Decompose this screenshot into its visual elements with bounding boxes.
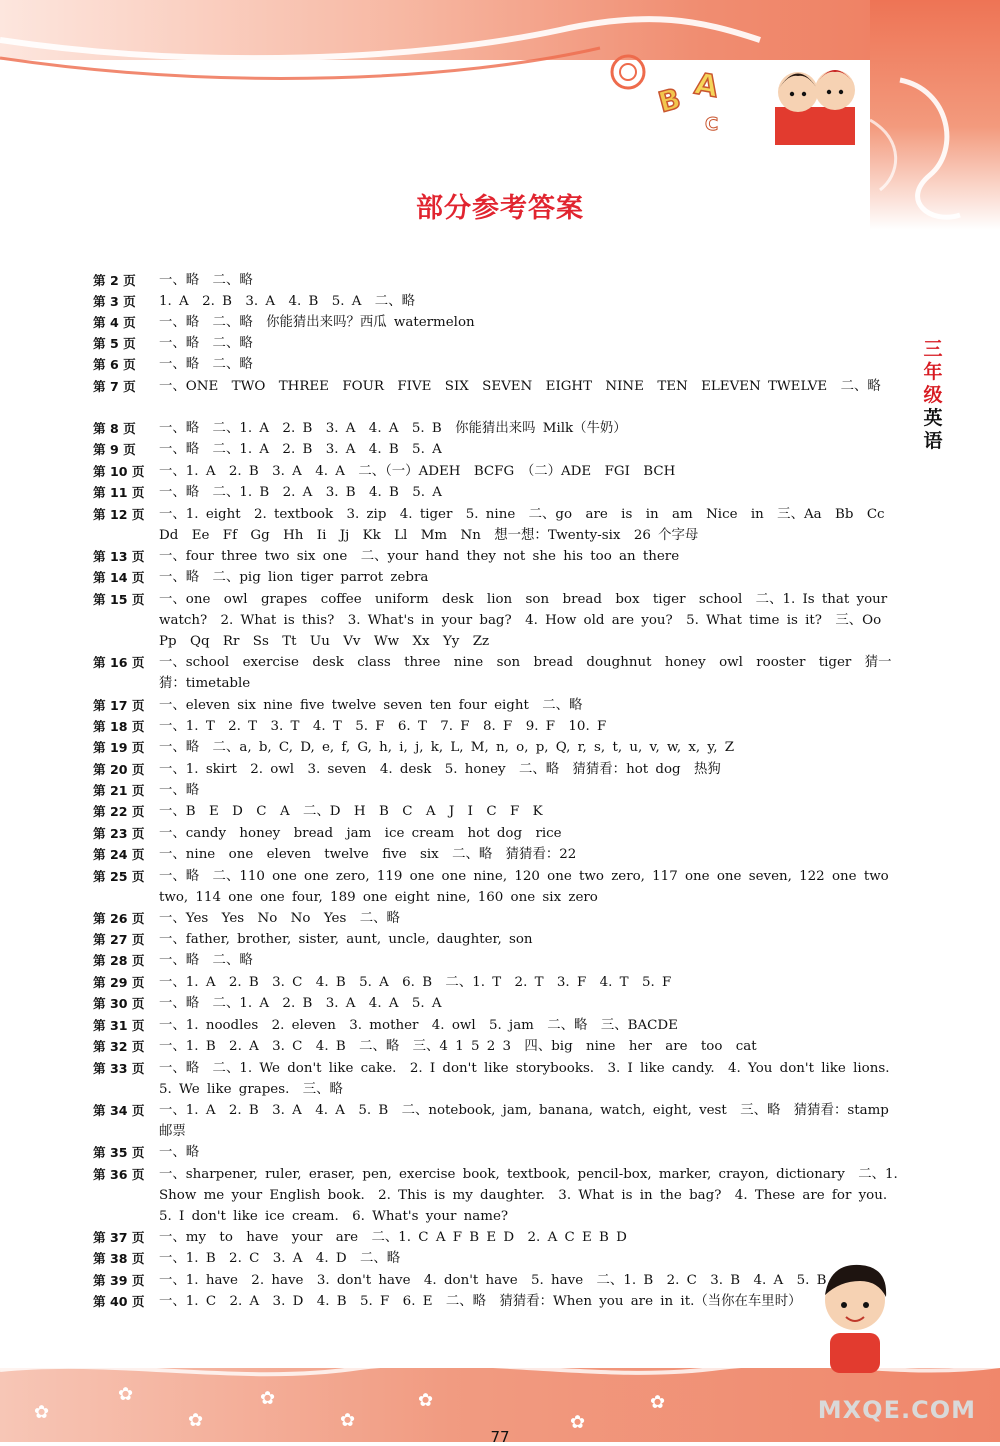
page-label: 第 19 页	[93, 740, 145, 755]
answer-row	[93, 589, 898, 653]
answer-text: 一、略 二、略	[159, 336, 253, 351]
answer-row	[93, 1036, 898, 1057]
answer-row	[93, 737, 898, 758]
page-label: 第 11 页	[93, 485, 145, 500]
svg-text:B: B	[654, 81, 685, 120]
answer-text: 一、1. have 2. have 3. don't have 4. don't have 5. have 二、1. B 2. C 3. B 4. A 5. B	[159, 1273, 827, 1288]
answer-text: 一、略 二、1. B 2. A 3. B 4. B 5. A	[159, 485, 442, 500]
answer-text: 一、略	[159, 783, 200, 798]
page-label: 第 16 页	[93, 655, 145, 670]
answer-row	[93, 291, 898, 312]
page-label: 第 35 页	[93, 1145, 145, 1160]
answer-row	[93, 993, 898, 1014]
flower-icon: ✿	[260, 1388, 276, 1409]
page-label: 第 13 页	[93, 549, 145, 564]
answer-row	[93, 1227, 898, 1248]
page-label: 第 31 页	[93, 1018, 145, 1033]
answer-text: 一、eleven six nine five twelve seven ten four eight 二、略	[159, 698, 583, 713]
cartoon-boy-illustration	[800, 1255, 910, 1375]
page-label: 第 9 页	[93, 442, 136, 457]
side-tag	[918, 338, 948, 453]
answer-text: 一、1. T 2. T 3. T 4. T 5. F 6. T 7. F 8. F 9. F 10. F	[159, 719, 607, 734]
answer-text: 一、略 二、略	[159, 273, 253, 288]
page-label: 第 14 页	[93, 570, 145, 585]
answer-row	[93, 950, 898, 971]
answer-text: 一、sharpener, ruler, eraser, pen, exercise book, textbook, pencil-box, marker, crayon, dictionary 二、1. Show me your English book. 2. This is my daughter. 3. What is in the bag? 4. These are for you. 5. I don't like ice cream. 6. What's your name?	[159, 1167, 901, 1225]
answer-row	[93, 1058, 903, 1100]
answer-text: 一、nine one eleven twelve five six 二、略 猜猜看：22	[159, 847, 577, 862]
answer-text: 一、略 二、110 one one zero, 119 one one nine, 120 one two zero, 117 one one seven, 122 one two two, 114 one one four, 189 one eight nine, 160 one six zero	[159, 869, 889, 906]
answer-row	[93, 1164, 901, 1228]
abc-letters-logo	[650, 55, 760, 145]
answer-text: 一、略 二、1. A 2. B 3. A 4. B 5. A	[159, 442, 442, 457]
answer-row	[93, 567, 898, 588]
answer-row	[93, 504, 898, 546]
page-label: 第 40 页	[93, 1294, 145, 1309]
answer-row	[93, 1248, 898, 1269]
page-number: 77	[490, 1428, 510, 1446]
page-label: 第 22 页	[93, 804, 145, 819]
site-watermark: MXQE.COM	[817, 1396, 976, 1424]
answer-row	[93, 652, 898, 694]
answer-row	[93, 482, 898, 503]
flower-icon: ✿	[34, 1402, 50, 1423]
answer-row	[93, 844, 898, 865]
answer-row	[93, 908, 898, 929]
page-label: 第 21 页	[93, 783, 145, 798]
answer-row	[93, 546, 898, 567]
answer-text: 1. A 2. B 3. A 4. B 5. A 二、略	[159, 294, 415, 309]
page-title: 部分参考答案	[416, 193, 584, 224]
page-label: 第 20 页	[93, 762, 145, 777]
page-label: 第 32 页	[93, 1039, 145, 1054]
answer-text: 一、略	[159, 1145, 200, 1160]
answer-row	[93, 823, 898, 844]
answer-text: 一、略 二、略	[159, 357, 253, 372]
page-label: 第 23 页	[93, 826, 145, 841]
answer-text: 一、略 二、1. A 2. B 3. A 4. A 5. B 你能猜出来吗 Milk（牛奶）	[159, 421, 627, 436]
answer-row	[93, 1270, 898, 1291]
page-label: 第 3 页	[93, 294, 136, 309]
page-label: 第 38 页	[93, 1251, 145, 1266]
page-label: 第 5 页	[93, 336, 136, 351]
page-label: 第 2 页	[93, 273, 136, 288]
answer-text: 一、Yes Yes No No Yes 二、略	[159, 911, 400, 926]
flower-icon: ✿	[650, 1392, 666, 1413]
answer-text: 一、father, brother, sister, aunt, uncle, daughter, son	[159, 932, 533, 947]
page-label: 第 26 页	[93, 911, 145, 926]
answer-text: 一、four three two six one 二、your hand they not she his too an there	[159, 549, 680, 564]
answer-row	[93, 929, 898, 950]
page-label: 第 4 页	[93, 315, 136, 330]
svg-text:C: C	[705, 114, 719, 135]
page-label: 第 25 页	[93, 869, 145, 884]
page-label: 第 12 页	[93, 507, 145, 522]
subject-label: 英语	[923, 407, 943, 452]
answer-text: 一、略 二、a, b, C, D, e, f, G, h, i, j, k, L, M, n, o, p, Q, r, s, t, u, v, w, x, y, Z	[159, 740, 735, 755]
answer-text: 一、1. B 2. C 3. A 4. D 二、略	[159, 1251, 401, 1266]
answer-row	[93, 354, 898, 375]
page-label: 第 18 页	[93, 719, 145, 734]
page-label: 第 33 页	[93, 1061, 145, 1076]
page-label: 第 39 页	[93, 1273, 145, 1288]
answer-row	[93, 1291, 898, 1312]
answer-text: 一、1. noodles 2. eleven 3. mother 4. owl 5. jam 二、略 三、BACDE	[159, 1018, 678, 1033]
grade-label: 三年级	[923, 338, 943, 406]
answer-row	[93, 270, 898, 291]
page-label: 第 30 页	[93, 996, 145, 1011]
page-label: 第 10 页	[93, 464, 145, 479]
answer-row	[93, 1015, 898, 1036]
answer-row	[93, 695, 898, 716]
answer-row	[93, 972, 898, 993]
answer-row	[93, 801, 898, 822]
flower-icon: ✿	[118, 1384, 134, 1405]
page-label: 第 17 页	[93, 698, 145, 713]
svg-text:A: A	[692, 66, 721, 106]
page-label: 第 29 页	[93, 975, 145, 990]
answer-row	[93, 376, 898, 397]
page-label: 第 34 页	[93, 1103, 145, 1118]
flower-icon: ✿	[340, 1410, 356, 1431]
answer-text: 一、略 二、1. A 2. B 3. A 4. A 5. A	[159, 996, 442, 1011]
flower-icon: ✿	[570, 1412, 586, 1433]
page-label: 第 28 页	[93, 953, 145, 968]
answer-row	[93, 780, 898, 801]
answer-text: 一、school exercise desk class three nine son bread doughnut honey owl rooster tiger 猜一猜：timetable	[159, 655, 892, 692]
answer-row	[93, 461, 898, 482]
answer-text: 一、ONE TWO THREE FOUR FIVE SIX SEVEN EIGHT NINE TEN ELEVEN TWELVE 二、略	[159, 379, 881, 394]
answer-text: 一、略 二、略 你能猜出来吗？西瓜 watermelon	[159, 315, 475, 330]
answer-row	[93, 759, 898, 780]
answer-text: 一、略 二、略	[159, 953, 253, 968]
answer-row	[93, 1142, 898, 1163]
page-label: 第 7 页	[93, 379, 136, 394]
answer-row	[93, 866, 898, 908]
flower-icon: ✿	[418, 1390, 434, 1411]
page-label: 第 37 页	[93, 1230, 145, 1245]
answer-text: 一、my to have your are 二、1. C A F B E D 2. A C E B D	[159, 1230, 627, 1245]
answer-text: 一、1. B 2. A 3. C 4. B 二、略 三、4 1 5 2 3 四、big nine her are too cat	[159, 1039, 757, 1054]
answer-text: 一、one owl grapes coffee uniform desk lion son bread box tiger school 二、1. Is that your watch? 2. What is this? 3. What's in your bag? 4. How old are you? 5. What time is it? 三、Oo Pp Qq Rr Ss Tt Uu Vv Ww Xx Yy Zz	[159, 592, 895, 650]
answer-row	[93, 1100, 898, 1142]
answer-text: 一、1. skirt 2. owl 3. seven 4. desk 5. honey 二、略 猜猜看：hot dog 热狗	[159, 762, 721, 777]
answer-row	[93, 716, 898, 737]
answer-text: 一、1. A 2. B 3. A 4. A 5. B 二、notebook, jam, banana, watch, eight, vest 三、略 猜猜看：stamp 邮票	[159, 1103, 889, 1140]
answer-text: 一、1. A 2. B 3. A 4. A 二、（一）ADEH BCFG （二）ADE FGI BCH	[159, 464, 676, 479]
answer-text: 一、略 二、pig lion tiger parrot zebra	[159, 570, 429, 585]
answer-row	[93, 312, 898, 333]
page-label: 第 27 页	[93, 932, 145, 947]
page-label: 第 6 页	[93, 357, 136, 372]
answer-text: 一、candy honey bread jam ice cream hot dog rice	[159, 826, 562, 841]
answer-row	[93, 439, 898, 460]
answer-text: 一、1. A 2. B 3. C 4. B 5. A 6. B 二、1. T 2. T 3. F 4. T 5. F	[159, 975, 672, 990]
page-label: 第 36 页	[93, 1167, 145, 1182]
page-label: 第 8 页	[93, 421, 136, 436]
page-label: 第 24 页	[93, 847, 145, 862]
answer-row	[93, 418, 898, 439]
answer-row	[93, 333, 898, 354]
answer-text: 一、1. C 2. A 3. D 4. B 5. F 6. E 二、略 猜猜看：When you are in it.（当你在车里时）	[159, 1294, 802, 1309]
answer-text: 一、略 二、1. We don't like cake. 2. I don't like storybooks. 3. I like candy. 4. You don't like lions. 5. We like grapes. 三、略	[159, 1061, 903, 1098]
answer-text: 一、1. eight 2. textbook 3. zip 4. tiger 5. nine 二、go are is in am Nice in 三、Aa Bb Cc Dd Ee Ff Gg Hh Ii Jj Kk Ll Mm Nn 想一想：Twenty-six 26 个字母	[159, 507, 898, 544]
answer-text: 一、B E D C A 二、D H B C A J I C F K	[159, 804, 543, 819]
cartoon-kids-illustration	[760, 52, 870, 147]
page-label: 第 15 页	[93, 592, 145, 607]
flower-icon: ✿	[188, 1410, 204, 1431]
